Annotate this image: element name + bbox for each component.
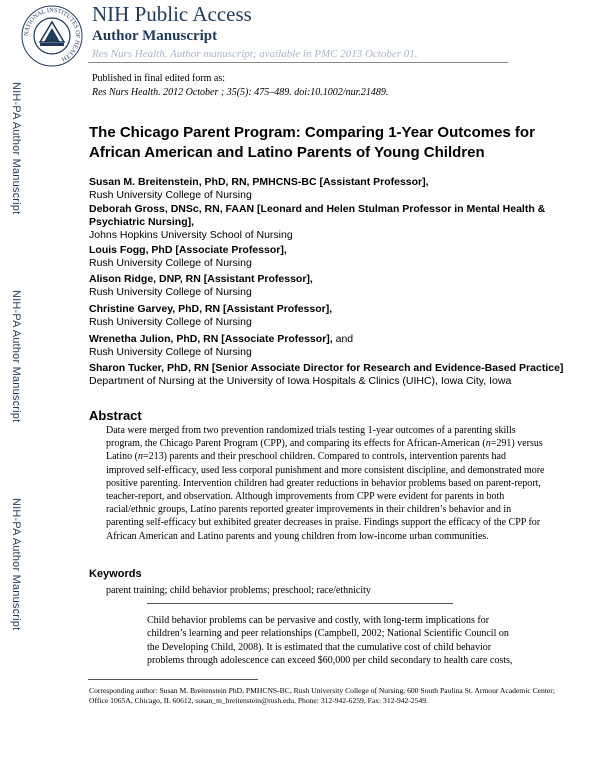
nih-seal-logo [20, 4, 84, 68]
author-manuscript-label: Author Manuscript [92, 28, 218, 44]
author-block: Alison Ridge, DNP, RN [Assistant Professor], Rush University College of Nursing [89, 273, 313, 298]
logo-ring-text: NATIONAL INSTITUTES OF HEALTH [22, 6, 82, 63]
section-divider [147, 603, 453, 604]
abstract-heading: Abstract [89, 408, 142, 423]
availability-note: Res Nurs Health. Author manuscript; available in PMC 2013 October 01. [92, 48, 418, 60]
author-block: Christine Garvey, PhD, RN [Assistant Professor], Rush University College of Nursing [89, 303, 333, 328]
footnote-divider [88, 679, 258, 680]
sidebar-label: NIH-PA Author Manuscript [10, 290, 22, 423]
published-in-label: Published in final edited form as: [92, 73, 226, 84]
abstract-text: Data were merged from two prevention randomized trials testing 1-year outcomes of a parenting skills program, the Chicago Parent Program (CPP), and comparing its effects for African-American (n=291) versus Latino (n=213) parents and their preschool children. Compared to controls, intervention parents had improved self-efficacy, used less corporal punishment and more consistent discipline, and demonstrated more positive parenting. Intervention children had greater reductions in behavior problems based on parent-report, teacher-report, and observation. Although improvements from CPP were evident for parents in both racial/ethnic groups, Latino parents reported greater improvements in their children’s behavior and in parenting self-efficacy but exhibited greater decreases in praise. Findings support the efficacy of the CPP for African American and Latino parents and young children from low-income urban communities. [106, 425, 545, 542]
keywords-list: parent training; child behavior problems; preschool; race/ethnicity [106, 585, 371, 596]
author-block: Wrenetha Julion, PhD, RN [Associate Professor], and Rush University College of Nursing [89, 333, 354, 358]
author-block: Louis Fogg, PhD [Associate Professor], Rush University College of Nursing [89, 244, 287, 269]
nih-public-access-title: NIH Public Access [92, 2, 252, 26]
sidebar-label: NIH-PA Author Manuscript [10, 82, 22, 215]
author-block: Deborah Gross, DNSc, RN, FAAN [Leonard and Helen Stulman Professor in Mental Health & Psychiatric Nursing], Johns Hopkins University School of Nursing [89, 203, 546, 241]
body-paragraph: Child behavior problems can be pervasive and costly, with long-term implications for children’s learning and peer relationships (Campbell, 2002; National Scientific Council on the Developing Child, 2008). It is estimated that the cumulative cost of child behavior problems through adolescence can exceed $60,000 per child secondary to health care costs, [147, 615, 513, 666]
corresponding-author-footnote: Corresponding author: Susan M. Breitenstein PhD, PMHCNS-BC, Rush University College of Nursing, 600 South Paulina St. Armour Academic Center; Office 1065A, Chicago, IL 60612, susan_m_breitenstein@rush.edu, Phone: 312-942-6259, Fax: 312-942-2549. [89, 686, 555, 705]
sidebar-label: NIH-PA Author Manuscript [10, 498, 22, 631]
author-block: Susan M. Breitenstein, PhD, RN, PMHCNS-BC [Assistant Professor], Rush University College of Nursing [89, 176, 429, 201]
keywords-heading: Keywords [89, 568, 142, 580]
author-block: Sharon Tucker, PhD, RN [Senior Associate Director for Research and Evidence-Based Practice] Department of Nursing at the University of Iowa Hospitals & Clinics (UIHC), Iowa City, Iowa [89, 362, 564, 387]
header-divider [88, 62, 508, 63]
citation-line: Res Nurs Health. 2012 October ; 35(5): 475–489. doi:10.1002/nur.21489. [92, 87, 389, 98]
article-title: The Chicago Parent Program: Comparing 1-Year Outcomes for African American and Latino Parents of Young Children [89, 124, 535, 161]
